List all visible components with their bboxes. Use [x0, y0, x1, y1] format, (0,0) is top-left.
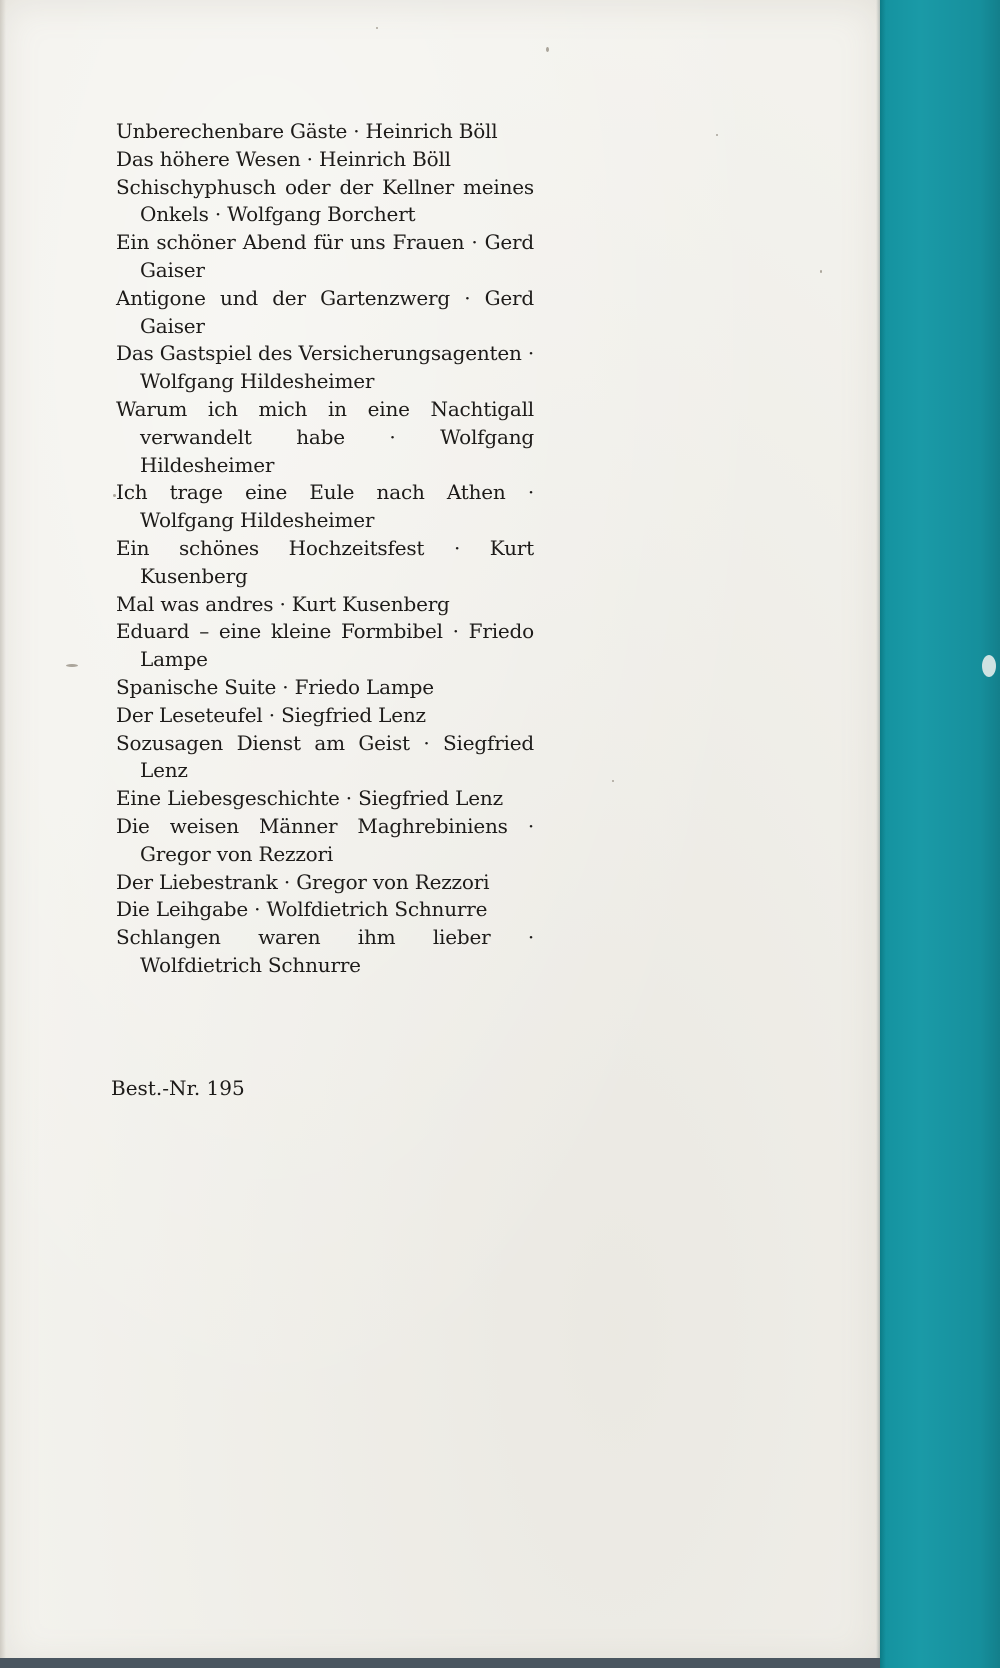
story-entry: Ich trage eine Eule nach Athen · Wolfgang Hildesheimer — [116, 480, 534, 533]
story-entry: Die weisen Männer Maghrebiniens · Gregor von Rezzori — [116, 813, 534, 866]
book-spine — [880, 0, 1000, 1668]
story-entry: Eine Liebesgeschichte · Siegfried Lenz — [116, 786, 503, 811]
story-entry: Die Leihgabe · Wolfdietrich Schnurre — [116, 897, 488, 922]
story-entry: Spanische Suite · Friedo Lampe — [116, 674, 434, 699]
paper-edge-shadow — [0, 0, 6, 1668]
story-entry: Ein schöner Abend für uns Frauen · Gerd Gaiser — [116, 230, 534, 282]
paper-speck — [66, 664, 78, 667]
story-entry: Unberechenbare Gäste · Heinrich Böll — [116, 119, 498, 143]
story-entry: Der Leseteufel · Siegfried Lenz — [116, 702, 426, 727]
order-number: Best.-Nr. 195 — [111, 1076, 245, 1100]
bottom-edge — [0, 1658, 880, 1668]
spine-damage-mark — [982, 655, 996, 677]
story-entry: Schischyphusch oder der Kellner meines Onkels · Wolfgang Borchert — [116, 174, 534, 227]
paper-speck — [376, 27, 378, 29]
story-list — [116, 118, 534, 980]
story-entry: Mal was andres · Kurt Kusenberg — [116, 591, 450, 616]
story-entry: Eduard – eine kleine Formbibel · Friedo Lampe — [116, 619, 534, 672]
paper-speck — [716, 134, 718, 136]
paper-speck — [546, 47, 549, 52]
story-entry: Warum ich mich in eine Nachtigall verwandelt habe · Wolfgang Hildesheimer — [116, 396, 534, 477]
story-entry: Der Liebestrank · Gregor von Rezzori — [116, 869, 490, 894]
story-entry: Sozusagen Dienst am Geist · Siegfried Lenz — [116, 730, 534, 783]
paper-speck — [820, 270, 822, 273]
story-entry: Ein schönes Hochzeitsfest · Kurt Kusenberg — [116, 535, 534, 588]
story-entry: Das höhere Wesen · Heinrich Böll — [116, 146, 451, 171]
paper-speck — [612, 780, 614, 782]
story-entry: Schlangen waren ihm lieber · Wolfdietrich Schnurre — [116, 925, 534, 977]
story-entry: Antigone und der Gartenzwerg · Gerd Gaiser — [116, 285, 534, 338]
story-entry: Das Gastspiel des Versicherungsagenten · Wolfgang Hildesheimer — [116, 341, 534, 394]
